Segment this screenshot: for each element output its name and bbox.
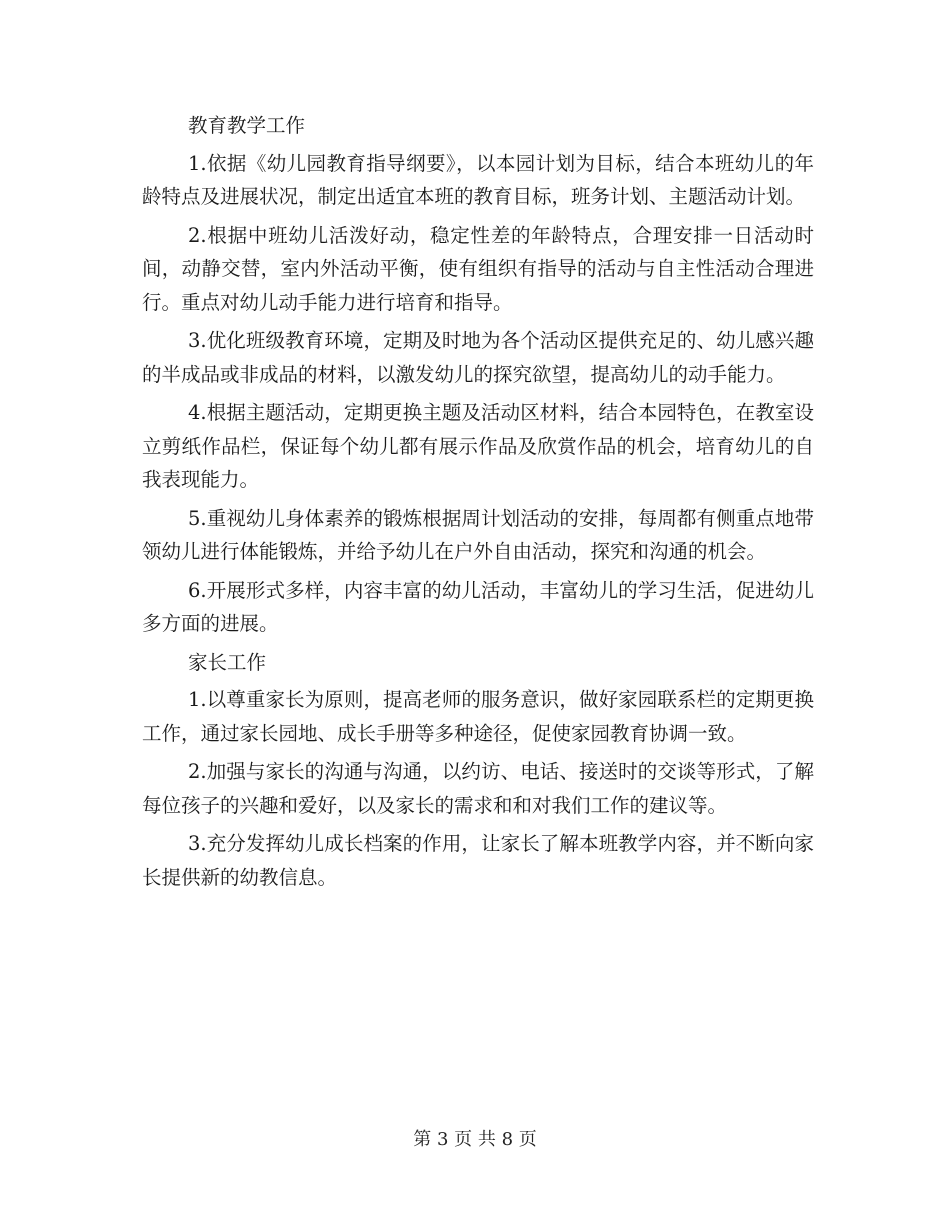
teaching-item-5: 5.重视幼儿身体素养的锻炼根据周计划活动的安排，每周都有侧重点地带领幼儿进行体能锻炼，并给予幼儿在户外自由活动，探究和沟通的机会。 (142, 506, 814, 563)
teaching-item-2: 2.根据中班幼儿活泼好动，稳定性差的年龄特点，合理安排一日活动时间，动静交替，室内外活动平衡，使有组织有指导的活动与自主性活动合理进行。重点对幼儿动手能力进行培育和指导。 (142, 223, 814, 314)
page-number-footer: 第 3 页 共 8 页 (413, 1129, 537, 1150)
section-heading-teaching: 教育教学工作 (188, 114, 306, 137)
teaching-item-6: 6.开展形式多样，内容丰富的幼儿活动，丰富幼儿的学习生活，促进幼儿多方面的进展。 (142, 578, 814, 635)
parents-item-3: 3.充分发挥幼儿成长档案的作用，让家长了解本班教学内容，并不断向家长提供新的幼教信息。 (142, 832, 814, 889)
teaching-item-3: 3.优化班级教育环境，定期及时地为各个活动区提供充足的、幼儿感兴趣的半成品或非成品的材料，以激发幼儿的探究欲望，提高幼儿的动手能力。 (142, 329, 814, 386)
teaching-item-4: 4.根据主题活动，定期更换主题及活动区材料，结合本园特色，在教室设立剪纸作品栏，保证每个幼儿都有展示作品及欣赏作品的机会，培育幼儿的自我表现能力。 (142, 401, 814, 491)
parents-item-2: 2.加强与家长的沟通与沟通，以约访、电话、接送时的交谈等形式，了解每位孩子的兴趣和爱好，以及家长的需求和和对我们工作的建议等。 (142, 760, 814, 817)
parents-item-1: 1.以尊重家长为原则，提高老师的服务意识，做好家园联系栏的定期更换工作，通过家长园地、成长手册等多种途径，促使家园教育协调一致。 (142, 688, 814, 745)
teaching-item-1: 1.依据《幼儿园教育指导纲要》，以本园计划为目标，结合本班幼儿的年龄特点及进展状况，制定出适宜本班的教育目标，班务计划、主题活动计划。 (142, 151, 814, 208)
page-content (142, 109, 814, 899)
section-heading-parents: 家长工作 (188, 650, 267, 674)
